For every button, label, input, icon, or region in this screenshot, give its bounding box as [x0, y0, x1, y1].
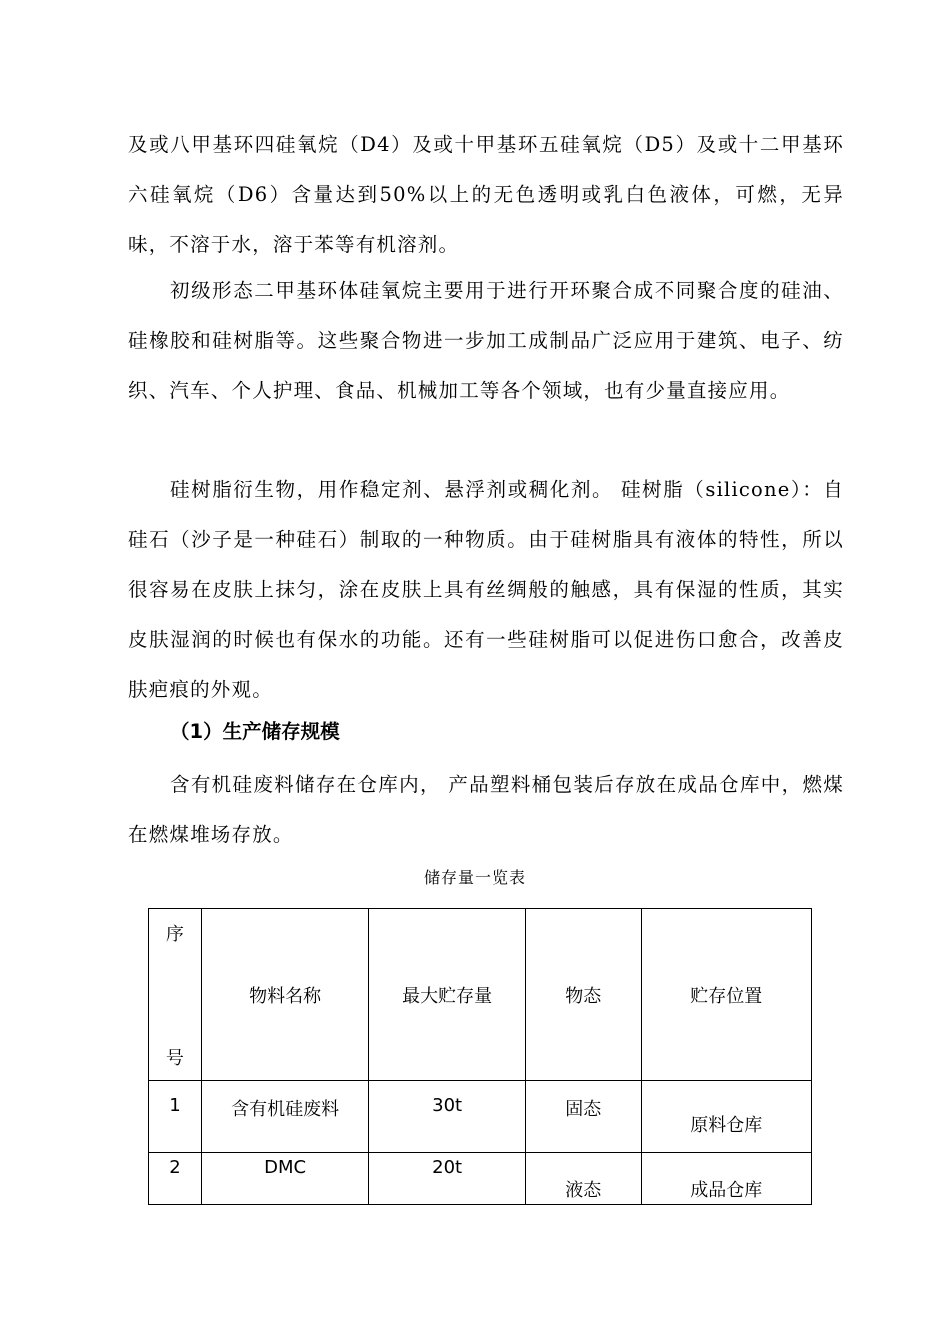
paragraph-d4-d5-d6-description: 及或八甲基环四硅氧烷（D4）及或十甲基环五硅氧烷（D5）及或十二甲基环六硅氧烷（D6）含量达到50%以上的无色透明或乳白色液体，可燃，无异味，不溶于水，溶于苯等有机溶剂。 [128, 133, 844, 256]
paragraph-silicone: 硅树脂衍生物，用作稳定剂、悬浮剂或稠化剂。 硅树脂（silicone）：自硅石（沙子是一种硅石）制取的一种物质。由于硅树脂具有液体的特性，所以很容易在皮肤上抹匀，涂在皮肤上具有丝绸般的触感，具有保湿的性质，其实皮肤湿润的时候也有保水的功能。还有一些硅树脂可以促进伤口愈合，改善皮肤疤痕的外观。 [128, 478, 844, 701]
cell-seq: 2 [149, 1153, 202, 1205]
header-seq-bottom: 号 [165, 1047, 184, 1069]
header-seq-top: 序 [165, 923, 184, 945]
header-location: 贮存位置 [641, 909, 811, 1081]
cell-location: 成品仓库 [641, 1153, 811, 1205]
cell-name: DMC [201, 1153, 369, 1205]
header-name: 物料名称 [201, 909, 369, 1081]
table-row [149, 1153, 812, 1205]
table-header-row [149, 909, 812, 1081]
cell-location: 原料仓库 [641, 1081, 811, 1153]
paragraph-uses: 初级形态二甲基环体硅氧烷主要用于进行开环聚合成不同聚合度的硅油、硅橡胶和硅树脂等。这些聚合物进一步加工成制品广泛应用于建筑、电子、纺织、汽车、个人护理、食品、机械加工等各个领域，也有少量直接应用。 [128, 279, 844, 402]
header-max-storage: 最大贮存量 [369, 909, 526, 1081]
table-row [149, 1081, 812, 1153]
paragraph-storage: 含有机硅废料储存在仓库内， 产品塑料桶包装后存放在成品仓库中，燃煤在燃煤堆场存放。 [128, 773, 844, 846]
section-heading-storage-scale: （1）生产储存规模 [170, 720, 340, 743]
cell-max-storage: 20t [369, 1153, 526, 1205]
storage-table [148, 908, 812, 1205]
cell-state: 液态 [525, 1153, 641, 1205]
cell-name: 含有机硅废料 [201, 1081, 369, 1153]
header-seq [149, 909, 202, 1081]
cell-max-storage: 30t [369, 1081, 526, 1153]
cell-seq: 1 [149, 1081, 202, 1153]
header-state: 物态 [525, 909, 641, 1081]
table-caption: 储存量一览表 [423, 868, 526, 887]
cell-state: 固态 [525, 1081, 641, 1153]
